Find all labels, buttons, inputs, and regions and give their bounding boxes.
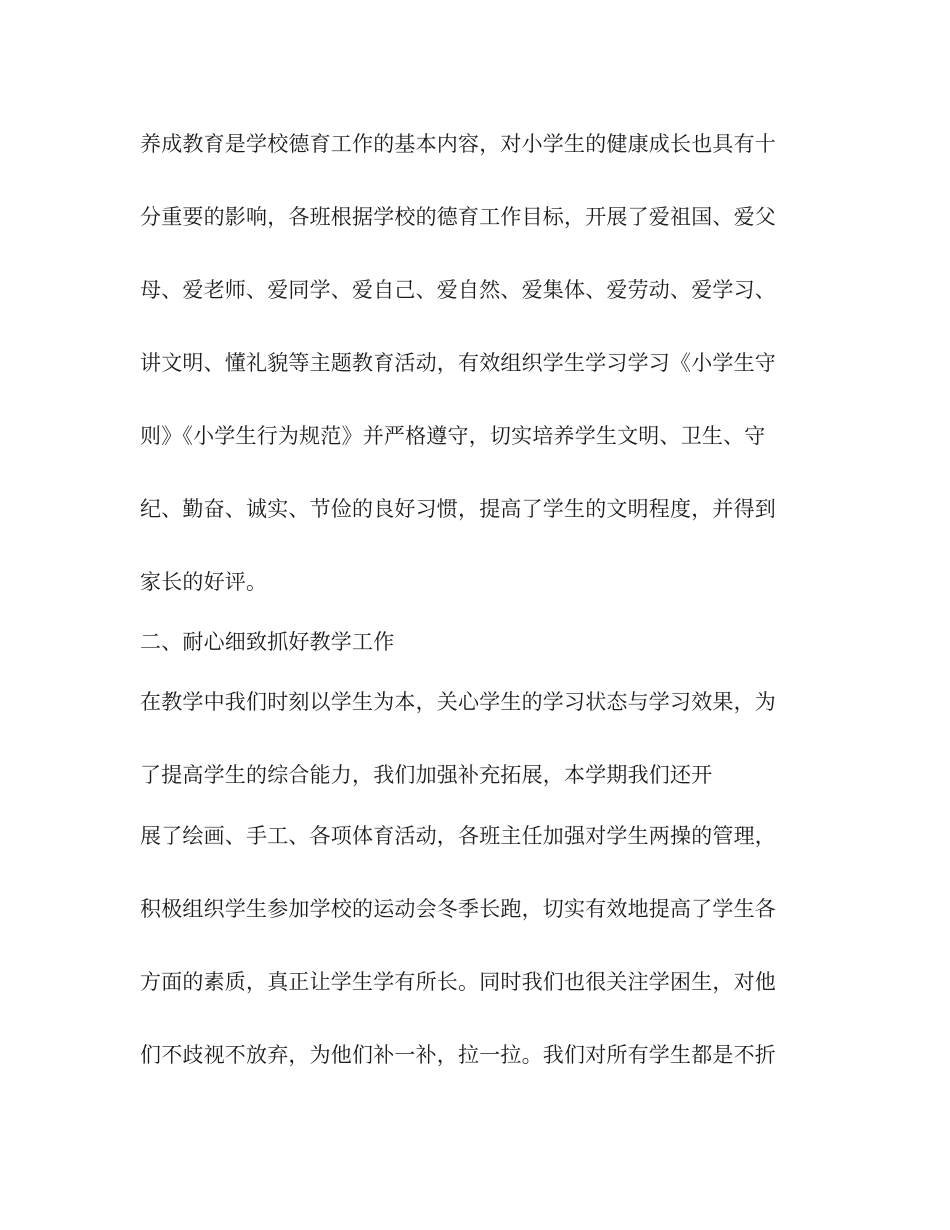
paragraph-line: 讲文明、懂礼貌等主题教育活动，有效组织学生学习学习《小学生守 xyxy=(140,351,776,375)
paragraph-line: 养成教育是学校德育工作的基本内容，对小学生的健康成长也具有十 xyxy=(140,132,776,156)
paragraph-line: 母、爱老师、爱同学、爱自己、爱自然、爱集体、爱劳动、爱学习、 xyxy=(140,278,776,302)
paragraph-line: 们不歧视不放弃，为他们补一补，拉一拉。我们对所有学生都是不折 xyxy=(140,1043,776,1067)
paragraph-line: 在教学中我们时刻以学生为本，关心学生的学习状态与学习效果，为 xyxy=(140,690,776,714)
paragraph-line: 家长的好评。 xyxy=(140,570,268,594)
paragraph-line: 了提高学生的综合能力，我们加强补充拓展，本学期我们还开 xyxy=(140,763,713,787)
paragraph-line: 积极组织学生参加学校的运动会冬季长跑，切实有效地提高了学生各 xyxy=(140,897,776,921)
paragraph-line: 则》《小学生行为规范》并严格遵守，切实培养学生文明、卫生、守 xyxy=(140,424,766,448)
paragraph-line: 展了绘画、手工、各项体育活动，各班主任加强对学生两操的管理， xyxy=(140,824,776,848)
paragraph-line: 纪、勤奋、诚实、节俭的良好习惯，提高了学生的文明程度，并得到 xyxy=(140,497,776,521)
paragraph-line: 方面的素质，真正让学生学有所长。同时我们也很关注学困生，对他 xyxy=(140,970,776,994)
section-heading: 二、耐心细致抓好教学工作 xyxy=(140,630,395,654)
paragraph-line: 分重要的影响，各班根据学校的德育工作目标，开展了爱祖国、爱父 xyxy=(140,205,776,229)
